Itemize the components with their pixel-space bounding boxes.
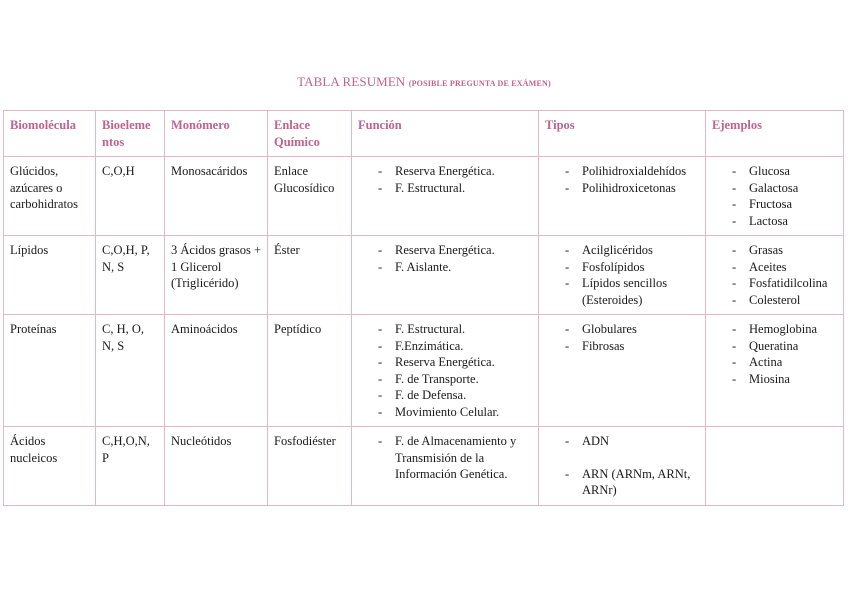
header-ejemplos: Ejemplos bbox=[706, 111, 844, 157]
list-item: - Reserva Energética. bbox=[358, 354, 533, 371]
cell-funcion bbox=[352, 315, 539, 427]
cell-bioelementos: C, H, O, N, S bbox=[96, 315, 165, 427]
cell-enlace: Enlace Glucosídico bbox=[268, 157, 352, 236]
list-item: - Miosina bbox=[712, 371, 838, 388]
header-bioelementos: Bioeleme ntos bbox=[96, 111, 165, 157]
list-item: - Aceites bbox=[712, 259, 838, 276]
header-monomero: Monómero bbox=[165, 111, 268, 157]
cell-tipos bbox=[539, 315, 706, 427]
cell-biomolecula: Ácidos nucleicos bbox=[4, 427, 96, 506]
table-row bbox=[4, 157, 844, 236]
cell-enlace: Peptídico bbox=[268, 315, 352, 427]
title-subtitle: (POSIBLE PREGUNTA DE EXÁMEN) bbox=[408, 79, 551, 88]
cell-funcion bbox=[352, 236, 539, 315]
list-item: - ARN (ARNm, ARNt, ARNr) bbox=[545, 466, 700, 499]
list-item: - Reserva Energética. bbox=[358, 242, 533, 259]
list-item: - F. Aislante. bbox=[358, 259, 533, 276]
cell-ejemplos bbox=[706, 315, 844, 427]
cell-monomero: 3 Ácidos grasos + 1 Glicerol (Triglicérido) bbox=[165, 236, 268, 315]
list-item: - Galactosa bbox=[712, 180, 838, 197]
cell-bioelementos: C,O,H, P, N, S bbox=[96, 236, 165, 315]
list-item: - F. Estructural. bbox=[358, 321, 533, 338]
document-title bbox=[0, 74, 848, 90]
cell-funcion bbox=[352, 427, 539, 506]
cell-ejemplos bbox=[706, 157, 844, 236]
list-item: - F.Enzimática. bbox=[358, 338, 533, 355]
list-item: - F. de Transporte. bbox=[358, 371, 533, 388]
header-biomolecula: Biomolécula bbox=[4, 111, 96, 157]
list-item: - F. de Defensa. bbox=[358, 387, 533, 404]
list-item: - Polihidroxialdehídos bbox=[545, 163, 700, 180]
list-item: - Lípidos sencillos (Esteroides) bbox=[545, 275, 700, 308]
cell-biomolecula: Lípidos bbox=[4, 236, 96, 315]
cell-ejemplos bbox=[706, 427, 844, 506]
cell-monomero: Monosacáridos bbox=[165, 157, 268, 236]
cell-biomolecula: Glúcidos, azúcares o carbohidratos bbox=[4, 157, 96, 236]
cell-tipos bbox=[539, 236, 706, 315]
cell-bioelementos: C,O,H bbox=[96, 157, 165, 236]
header-row bbox=[4, 111, 844, 157]
list-item: - Globulares bbox=[545, 321, 700, 338]
summary-table bbox=[3, 110, 844, 506]
list-item: - Fosfatidilcolina bbox=[712, 275, 838, 292]
list-item: - ADN bbox=[545, 433, 700, 450]
list-item: - Fosfolípidos bbox=[545, 259, 700, 276]
cell-tipos bbox=[539, 427, 706, 506]
cell-monomero: Aminoácidos bbox=[165, 315, 268, 427]
list-item: - Colesterol bbox=[712, 292, 838, 309]
list-item: - Fructosa bbox=[712, 196, 838, 213]
list-item: - Queratina bbox=[712, 338, 838, 355]
list-item: - Actina bbox=[712, 354, 838, 371]
table-row bbox=[4, 427, 844, 506]
list-item: - F. de Almacenamiento y Transmisión de la Información Genética. bbox=[358, 433, 533, 483]
cell-tipos bbox=[539, 157, 706, 236]
cell-biomolecula: Proteínas bbox=[4, 315, 96, 427]
list-item: - Fibrosas bbox=[545, 338, 700, 355]
header-funcion: Función bbox=[352, 111, 539, 157]
cell-ejemplos bbox=[706, 236, 844, 315]
list-item: - Glucosa bbox=[712, 163, 838, 180]
table-row bbox=[4, 315, 844, 427]
cell-monomero: Nucleótidos bbox=[165, 427, 268, 506]
table-row bbox=[4, 236, 844, 315]
list-item: - Acilglicéridos bbox=[545, 242, 700, 259]
list-item: - Lactosa bbox=[712, 213, 838, 230]
list-item: - Grasas bbox=[712, 242, 838, 259]
list-item: - Movimiento Celular. bbox=[358, 404, 533, 421]
cell-enlace: Fosfodiéster bbox=[268, 427, 352, 506]
header-tipos: Tipos bbox=[539, 111, 706, 157]
cell-bioelementos: C,H,O,N, P bbox=[96, 427, 165, 506]
list-item: - F. Estructural. bbox=[358, 180, 533, 197]
title-main: TABLA RESUMEN bbox=[297, 74, 409, 89]
cell-funcion bbox=[352, 157, 539, 236]
header-enlace-quimico: Enlace Químico bbox=[268, 111, 352, 157]
list-item: - Reserva Energética. bbox=[358, 163, 533, 180]
cell-enlace: Éster bbox=[268, 236, 352, 315]
list-item: - Hemoglobina bbox=[712, 321, 838, 338]
list-item: - Polihidroxicetonas bbox=[545, 180, 700, 197]
